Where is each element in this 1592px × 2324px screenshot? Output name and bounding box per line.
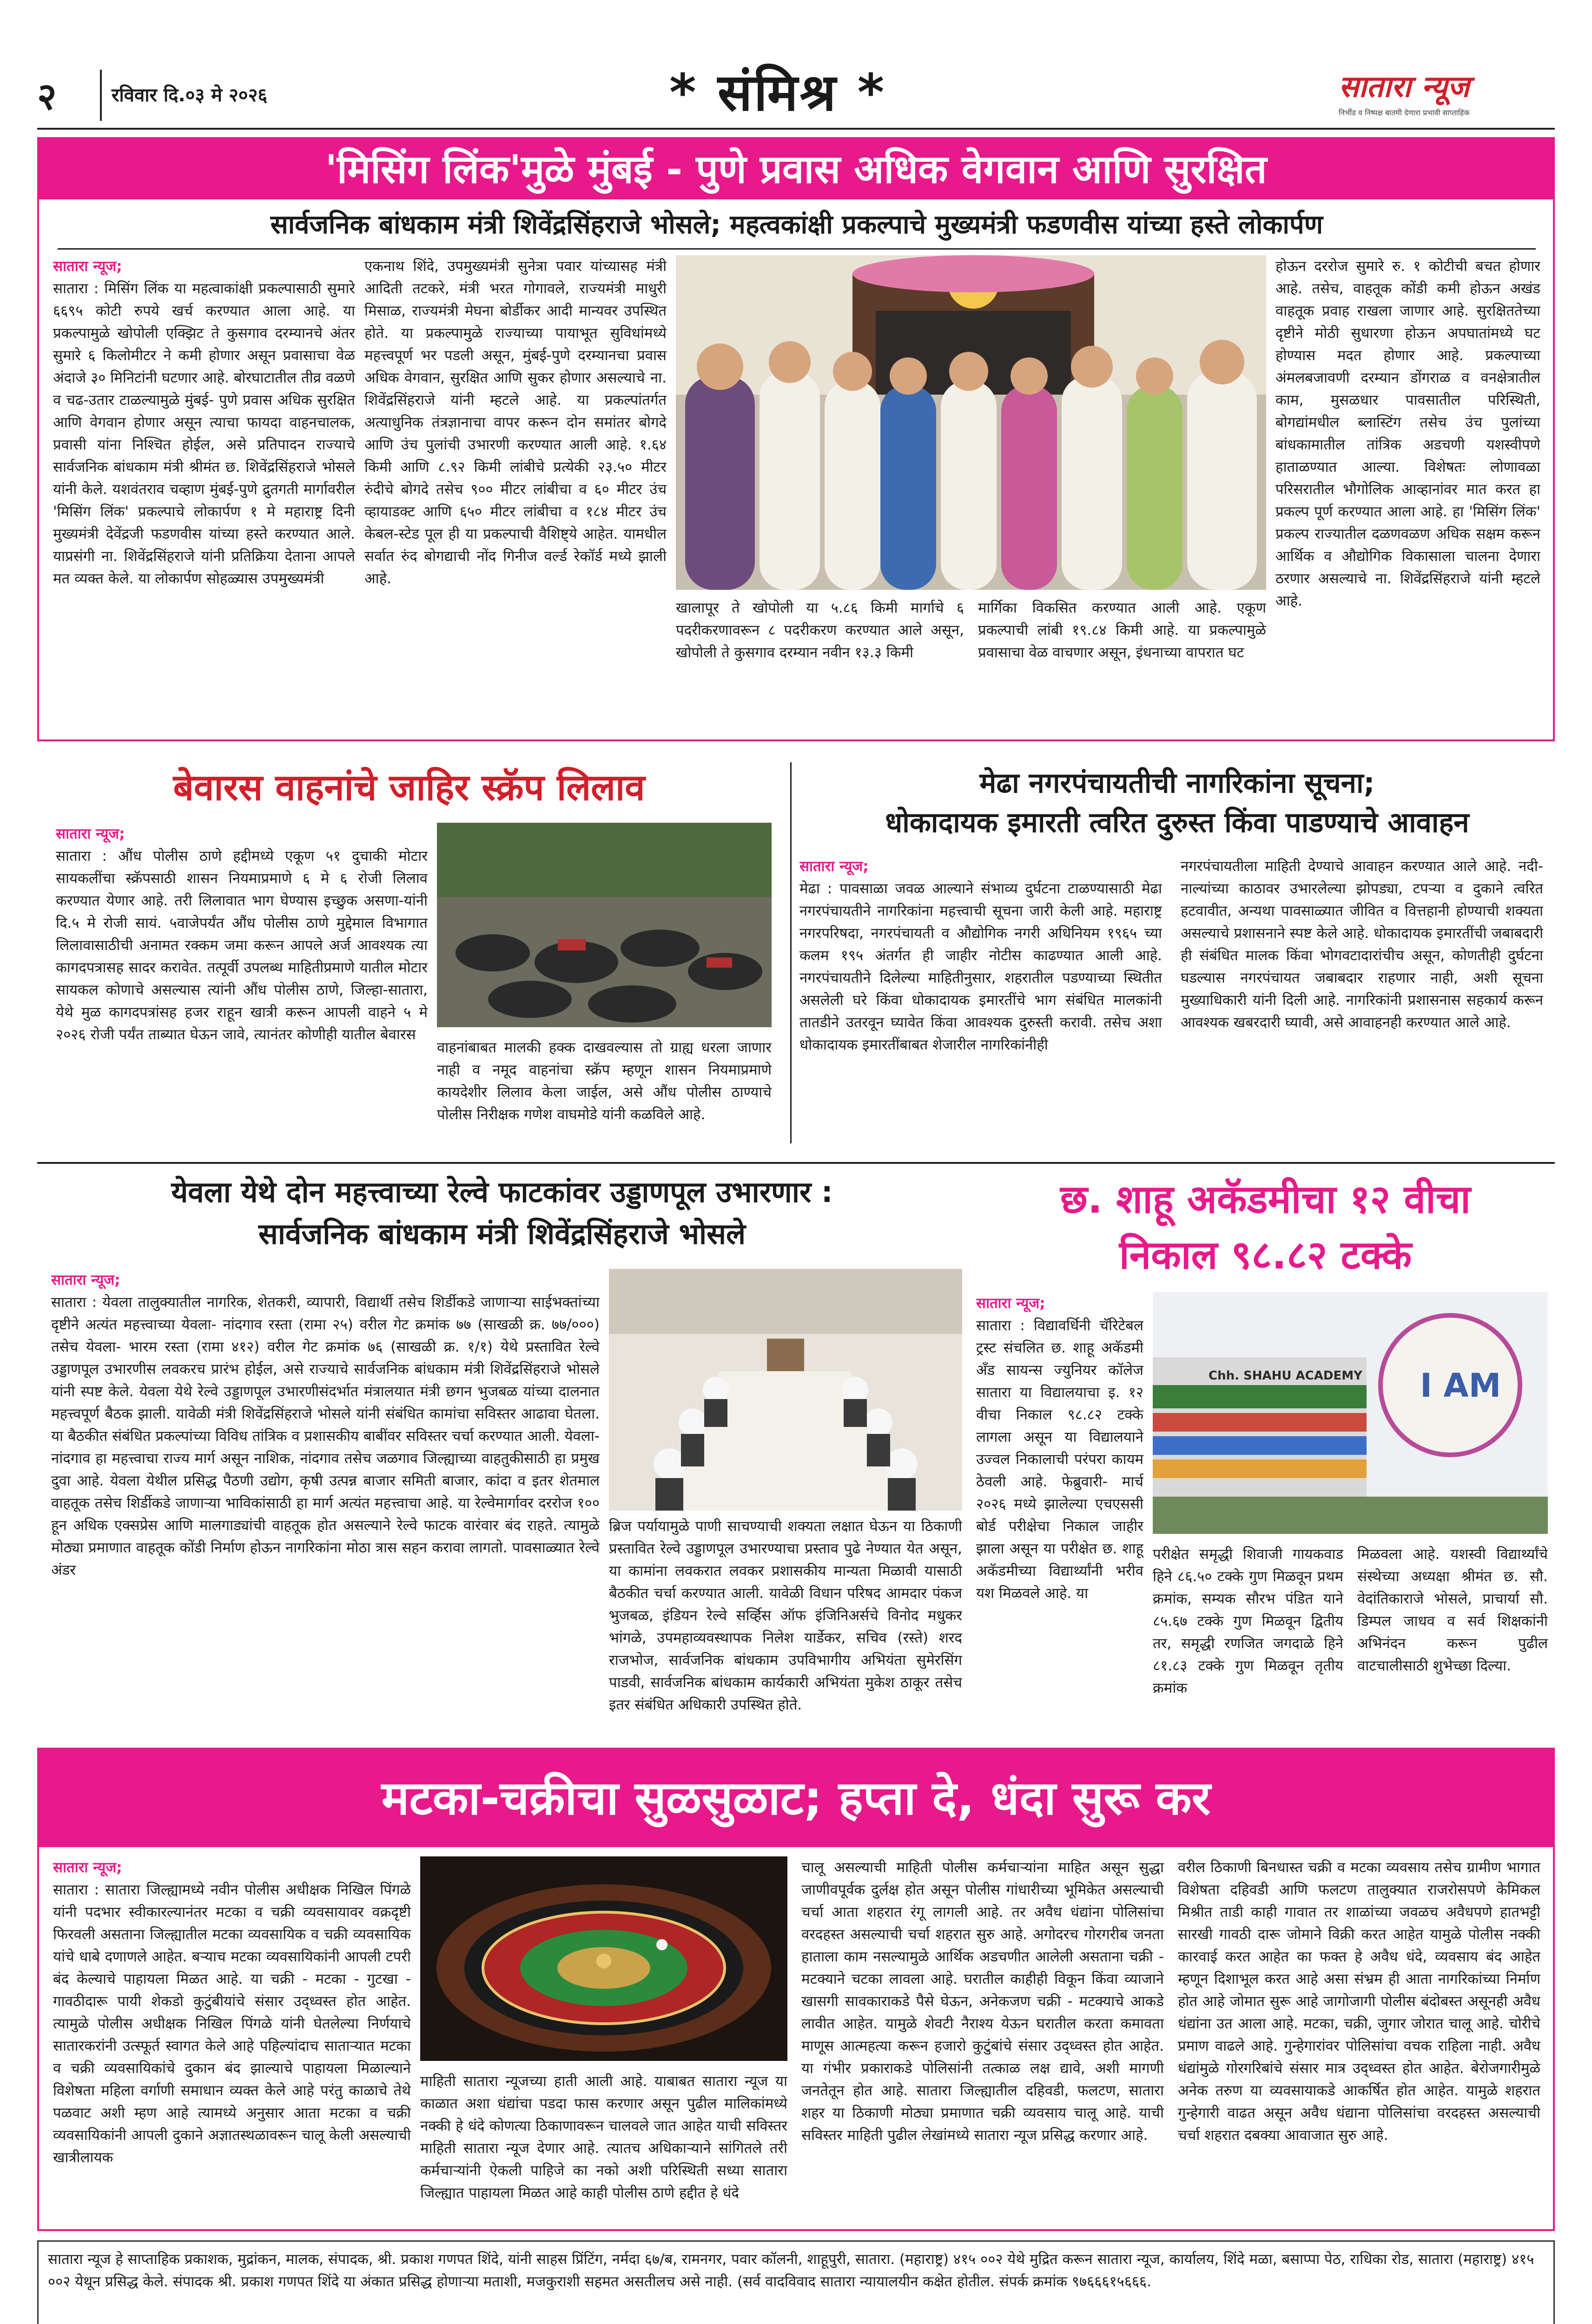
column-text: एकनाथ शिंदे, उपमुख्यमंत्री सुनेत्रा पवार यांच्यासह मंत्री आदिती तटकरे, मंत्री भरत गोगावले, राज्यमंत्री माधुरी मिसाळ, राज्यमंत्री मेघना बोर्डीकर आदी मान्यवर उपस्थित होते. या प्रकल्पामुळे राज्याच्या पायाभूत सुविधांमध्ये महत्त्वपूर्ण भर पडली असून, मुंबई-पुणे दरम्यानचा प्रवास अधिक वेगवान, सुरक्षित आणि सुकर होणार असल्याचे ना. शिवेंद्रसिंहराजे यांनी म्हटले आहे. या प्रकल्पांतर्गत अत्याधुनिक तंत्रज्ञानाचा वापर करून दोन समांतर बोगदे आणि उंच पुलांची उभारणी करण्यात आली आहे. १.६४ किमी आणि ८.९२ किमी लांबीचे प्रत्येकी २३.५० मीटर रुंदीचे बोगदे तसेच ९०० मीटर लांबीचा व ६० मीटर उंच व्हायाडक्ट आणि ६५० मीटर लांबीचा व १८४ मीटर उंच केबल-स्टेड पूल ही या प्रकल्पाची वैशिष्ट्ये आहेत. यामधील सर्वात रुंद बोगद्याची नोंद गिनीज वर्ल्ड रेकॉर्ड मध्ये झाली आहे. [364,258,667,587]
caption-text: मार्गिका विकसित करण्यात आली आहे. एकूण प्रकल्पाची लांबी १९.८४ किमी आहे. या प्रकल्पामुळे प्रवासाचा वेळ वाचणार असून, इंधनाच्या वापरात घट [978,600,1266,661]
column-text: परीक्षेत समृद्धी शिवाजी गायकवाड हिने ८६.५० टक्के गुण मिळवून प्रथम क्रमांक, सम्यक सौरभ पंडित याने ८५.६७ टक्के गुण मिळवून द्वितीय तर, समृद्धी रणजित जगदाळे हिने ८१.८३ टक्के गुण मिळवून तृतीय क्रमांक [1153,1546,1343,1697]
headline-line-1: मेढा नगरपंचायतीची नागरिकांना सूचना; [979,767,1375,799]
column-text: मिळवला आहे. यशस्वी विद्यार्थ्यांचे संस्थेच्या अध्यक्षा श्रीमंत छ. सौ. वेदांतिकाराजे भोसले, प्राचार्या सौ. डिम्पल जाधव व सर्व शिक्षकांनी अभिनंदन करून पुढील वाटचालीसाठी शुभेच्छा दिल्या. [1357,1546,1548,1674]
newspaper-logo [1339,65,1543,125]
subhead-rule [58,248,1536,250]
story-scrap-auction [37,762,781,1157]
imprint-box [37,2240,1555,2324]
roulette-illustration [420,1856,787,2061]
headline-line-2: निकाल ९८.८२ टक्के [1119,1232,1412,1278]
column-divider [790,762,792,1143]
story-column [56,823,428,1148]
scrap-vehicles-photo [437,823,772,1027]
story-column [437,1037,772,1153]
story-column [976,1292,1143,1734]
header-rule [37,128,1555,130]
column-text: मेढा : पावसाळा जवळ आल्याने संभाव्य दुर्घटना टाळण्यासाठी मेढा नगरपंचायतीने नागरिकांना महत्त्वाची सूचना जारी केली आहे. महाराष्ट्र नगरपरिषदा, नगरपंचायती व औद्योगिक नगरी अधिनियम १९६५ च्या कलम १९५ अंतर्गत ही जाहीर नोटीस काढण्यात आली आहे. नगरपंचायतीने दिलेल्या माहितीनुसार, शहरातील पडण्याच्या स्थितीत असलेली घरे किंवा धोकादायक इमारतींचे भाग संबंधित मालकांनी तातडीने उतरवून घ्यावेत किंवा आवश्यक दुरुस्ती करावी. तसेच अशा धोकादायक इमारतींबाबत शेजारील नागरिकांनीही [799,880,1162,1053]
column-text: वाहनांबाबत मालकी हक्क दाखवल्यास तो ग्राह्य धरला जाणार नाही व नमूद वाहनांचा स्क्रॅप म्हणून शासन नियमाप्रमाणे कायदेशीर लिलाव केला जाईल, असे औंध पोलीस ठाण्याचे पोलीस निरीक्षक गणेश वाघमोडे यांनी कळविले आहे. [437,1039,772,1123]
column-text: चालू असल्याची माहिती पोलीस कर्मचाऱ्यांना माहित असून सुद्धा जाणीवपूर्वक दुर्लक्ष होत असून पोलीस गांधारीच्या भूमिकेत असल्याची चर्चा आता शहरात रंगू लागली आहे. तर अवैध धंद्यांना पोलिसांचा वरदहस्त असल्याची चर्चा शहरात सुरु आहे. अगोदरच गोरगरीब जनता हाताला काम नसल्यामुळे आर्थिक अडचणीत आलेली असताना चक्री - मटक्याने चटका लावला आहे. घरातील काहीही विकून किंवा व्याजाने खासगी सावकाराकडे पैसे घेऊन, अनेकजण चक्री - मटक्याचे आकडे लावीत आहेत. यामुळे शेवटी नैराश्य येऊन घरातील करता कमावता माणूस आत्महत्या करून हजारो कुटुंबांचे संसार उद्ध्वस्त होत आहेत. या गंभीर प्रकाराकडे पोलिसांनी तत्काळ लक्ष द्यावे, अशी मागणी जनतेतून होत आहे. सातारा जिल्ह्यातील दहिवडी, फलटण, सातारा शहर या ठिकाणी मोठ्या प्रमाणात चक्री व्यवसाय चालू आहे. याची सविस्तर माहिती पुढील लेखांमध्ये सातारा न्यूज प्रसिद्ध करणार आहे. [801,1859,1164,2144]
story-column [53,255,355,734]
story-column [364,255,667,734]
story-column [799,855,1162,1153]
story-headline: बेवारस वाहनांचे जाहिर स्क्रॅप लिलाव [173,767,645,809]
byline: सातारा न्यूज; [56,825,125,842]
section-masthead: * संमिश्र * [669,63,886,122]
story-column [51,1269,600,1734]
byline: सातारा न्यूज; [799,858,869,875]
meeting-illustration [609,1269,962,1511]
story-column [53,1856,411,2224]
column-text: नगरपंचायतीला माहिती देण्याचे आवाहन करण्यात आले आहे. नदी-नाल्यांच्या काठावर उभारलेल्या झोपड्या, टपऱ्या व दुकाने त्वरित हटवावीत, अन्यथा पावसाळ्यात जीवित व वित्तहानी होण्याची शक्यता असल्याचे प्रशासनाने स्पष्ट केले आहे. धोकादायक इमारतींची जबाबदारी ही संबंधित मालक किंवा भोगवटादारांचीच असून, कोणतीही दुर्घटना घडल्यास नगरपंचायत जबाबदार राहणार नाही, अशी सूचना मुख्याधिकारी यांनी दिली आहे. नागरिकांनी प्रशासनास सहकार्य करून आवश्यक खबरदारी घ्यावी, असे आवाहनही करण्यात आले आहे. [1181,858,1543,1031]
header-divider [100,70,102,121]
section-rule [37,1162,1555,1164]
byline: सातारा न्यूज; [53,1859,122,1876]
story-shahu-academy [976,1171,1555,1738]
inauguration-photo [676,255,1266,590]
photo-caption [978,597,1266,736]
column-text: सातारा : येवला तालुक्यातील नागरिक, शेतकरी, व्यापारी, विद्यार्थी तसेच शिर्डीकडे जाणाऱ्या साईभक्तांच्या दृष्टीने अत्यंत महत्त्वाच्या येवला- नांदगाव रस्ता (रामा २५) वरील गेट क्रमांक ७७ (साखळी क्र. ७७/०००) तसेच येवला- भारम रस्ता (रामा ४१२) वरील गेट क्रमांक ७६ (साखळी क्र. १/१) येथे प्रस्तावित रेल्वे उड्डाणपूल उभारणीस लवकरच प्रारंभ होईल, असे राज्याचे सार्वजनिक बांधकाम मंत्री शिवेंद्रसिंहराजे भोसले यांनी स्पष्ट केले. येवला येथे रेल्वे उड्डाणपूल उभारणीसंदर्भात मंत्रालयात मंत्री छगन भुजबळ यांच्या दालनात महत्त्वपूर्ण बैठक झाली. यावेळी मंत्री शिवेंद्रसिंहराजे भोसले यांनी संबंधित कामांचा सविस्तर आढावा घेतला. या बैठकीत संबंधित प्रकल्पांच्या विविध तांत्रिक व प्रशासकीय बाबींवर सविस्तर चर्चा करण्यात आली. येवला-नांदगाव हा महत्त्वाचा राज्य मार्ग असून नाशिक, नांदगाव तसेच जळगाव जिल्ह्याच्या वाहतुकीसाठी हा प्रमुख दुवा आहे. येवला येथील प्रसिद्ध पैठणी उद्योग, कृषी उत्पन्न बाजार समिती बाजार, कांदा व इतर शेतमाल वाहतूक तसेच शिर्डीकडे जाणाऱ्या भाविकांसाठी हा मार्ग अत्यंत महत्त्वाचा आहे. या रेल्वेमार्गावर दररोज १०० हून अधिक एक्सप्रेस आणि मालगाड्यांची वाहतूक होत असल्याने रेल्वे फाटक वारंवार बंद राहते. त्यामुळे मोठ्या प्रमाणात वाहतूक कोंडी निर्माण होऊन नागरिकांना मोठा त्रास सहन करावा लागतो. पावसाळ्यात रेल्वे अंडर [51,1294,600,1578]
column-text: वरील ठिकाणी बिनधास्त चक्री व मटका व्यवसाय तसेच ग्रामीण भागात विशेषता दहिवडी आणि फलटण तालुक्यात राजरोसपणे केमिकल मिश्रीत ताडी काही गावात तर शाळांच्या जवळच अवैधपणे हातभट्टी सारखी गावठी दारू जोमाने विक्री करत आहेत यामुळे पोलीस नक्की कारवाई करत आहेत का फक्त हे अवैध धंदे, व्यवसाय बंद आहेत म्हणून दिशाभूल करत आहे असा संभ्रम ही आता नागरिकांच्या निर्माण होत आहे जोमात सुरू आहे जागोजागी पोलीस बंदोबस्त असूनही अवैध धंद्यांना उत आला आहे. मटका, चक्री, जुगार जोरात चालू आहे. चोरीचे प्रमाण वाढले आहे. गुन्हेगारांवर पोलिसांचा वचक राहिला नाही. अवैध धंद्यांमुळे गोरगरिबांचे संसार मात्र उद्ध्वस्त होत आहेत. बेरोजगारीमुळे अनेक तरुण या व्यवसायाकडे आकर्षित होत आहेत. यामुळे शहरात गुन्हेगारी वाढत असून अवैध धंद्याना पोलिसांचा वरदहस्त असल्याची चर्चा शहरात दबक्या आवाजात सुरु आहे. [1178,1859,1540,2144]
story-banner: 'मिसिंग लिंक'मुळे मुंबई - पुणे प्रवास अधिक वेगवान आणि सुरक्षित [39,139,1553,199]
roulette-photo [420,1856,787,2061]
story-column [609,1515,962,1734]
story-column [801,1856,1164,2224]
logo-tagline: निर्भीड व निष्पक्ष बातमी देणारा प्रभावी साप्ताहिक [1339,108,1470,117]
headline-line-2: सार्वजनिक बांधकाम मंत्री शिवेंद्रसिंहराजे भोसले [258,1217,746,1251]
byline: सातारा न्यूज; [53,258,122,275]
academy-logo-letters: I AM [1420,1367,1501,1405]
story-matka-chakri [37,1748,1555,2231]
headline-line-2: धोकादायक इमारती त्वरित दुरुस्त किंवा पाडण्याचे आवाहन [885,806,1469,839]
story-column [1153,1543,1343,1734]
dateline: रविवार दि.०३ मे २०२६ [112,85,268,106]
column-text: माहिती सातारा न्यूजच्या हाती आली आहे. याबाबत सातारा न्यूज या काळात अशा धंद्यांचा पडदा फास करणार असून पुढील मालिकांमध्ये नक्की हे धंदे कोणत्या ठिकाणावरून चालवले जात आहेत याची सविस्तर माहिती सातारा न्यूज देणार आहे. त्यातच अधिकाऱ्याने सांगितले तरी कर्मचाऱ्यांनी ऐकली पाहिजे का नको अशी परिस्थिती सध्या सातारा जिल्ह्यात पाहायला मिळत आहे काही पोलीस ठाणे हद्दीत हे धंदे [420,2073,787,2201]
story-yeola-flyover [37,1171,967,1738]
meeting-photo [609,1269,962,1511]
story-column [1181,855,1543,1153]
story-column [1275,255,1540,734]
logo-text: सातारा न्यूज [1339,69,1470,104]
page-number: २ [37,75,57,118]
headline-line-1: छ. शाहू अकॅडमीचा १२ वीचा [1060,1176,1471,1222]
column-text: होऊन दररोज सुमारे रु. १ कोटीची बचत होणार आहे. तसेच, वाहतूक कोंडी कमी होऊन अखंड वाहतूक प्रवाह राखला जाणार आहे. सुरक्षिततेच्या दृष्टीने मोठी सुधारणा होऊन अपघातांमध्ये घट होण्यास मदत होणार आहे. प्रकल्पाच्या अंमलबजावणी दरम्यान डोंगराळ व वनक्षेत्रातील काम, मुसळधार पावसातील परिस्थिती, बोगद्यांमधील ब्लास्टिंग तसेच उंच पुलांच्या बांधकामातील तांत्रिक अडचणी यशस्वीपणे हाताळण्यात आल्या. विशेषतः लोणावळा परिसरातील भौगोलिक आव्हानांवर मात करत हा प्रकल्प पूर्ण करण्यात आला आहे. हा 'मिसिंग लिंक' प्रकल्प राज्यातील दळणवळण अधिक सक्षम करून आर्थिक व औद्योगिक विकासाला चालना देणारा ठरणार असल्याचे ना. शिवेंद्रसिंहराजे यांनी म्हटले आहे. [1275,258,1540,609]
column-text: सातारा : सातारा जिल्ह्यामध्ये नवीन पोलीस अधीक्षक निखिल पिंगळे यांनी पदभार स्वीकारल्यानंतर मटका व चक्री व्यवसायावर वक्रदृष्टी फिरवली असताना जिल्ह्यातील मटका व्यवसायिक व चक्री व्यवसायिक यांचे धाबे दणाणले आहेत. बऱ्याच मटका व्यवसायिकांनी आपली टपरी बंद केल्याचे पाहायला मिळत आहे. या चक्री - मटका - गुटखा - गावठीदारू पायी शेकडो कुटुंबीयांचे संसार उद्ध्वस्त होत आहेत. त्यामुळे पोलीस अधीक्षक निखिल पिंगळे यांनी घेतलेल्या निर्णयाचे सातारकरांनी उत्स्फूर्त स्वागत केले आहे पहिल्यांदाच सातार्‍यात मटका व चक्री व्यवसायिकांचे दुकान बंद झाल्याचे पाहायला मिळाल्याने विशेषता महिला वर्गाणी समाधान व्यक्त केले आहे परंतु काळाचे तेथे पळवाट अशी म्हण आहे त्यामध्ये अनुसार आता मटका व चक्री व्यवसायिकांनी आपली दुकाने अज्ञातस्थळावरून चालू केली असल्याची खात्रीलायक [53,1882,411,2166]
byline: सातारा न्यूज; [976,1295,1045,1312]
column-text: सातारा : विद्यावर्धिनी चॅरिटेबल ट्रस्ट संचलित छ. शाहू अकॅडमी अँड सायन्स ज्युनियर कॉलेज सातारा या विद्यालयाचा इ. १२ वीचा निकाल ९८.८२ टक्के लागला असून या विद्यालयाने उज्वल निकालाची परंपरा कायम ठेवली आहे. फेब्रुवारी- मार्च २०२६ मध्ये झालेल्या एचएससी बोर्ड परीक्षेचा निकाल जाहीर झाला असून या परीक्षेत छ. शाहू अकॅडमीच्या विद्यार्थ्यांनी भरीव यश मिळवले आहे. या [976,1317,1143,1602]
caption-text: खालापूर ते खोपोली या ५.८६ किमी मार्गाचे ६ पदरीकरणावरून ८ पदरीकरण करण्यात आले असून, खोपोली ते कुसगाव दरम्यान नवीन १३.३ किमी [676,600,964,661]
column-text: सातारा : औंध पोलीस ठाणे हद्दीमध्ये एकूण ५१ दुचाकी मोटार सायकलींचा स्क्रॅपसाठी शासन नियमाप्रमाणे ६ मे ६ रोजी लिलाव करण्यात येणार आहे. तरी लिलावात भाग घेण्यास इच्छुक असणा-यांनी दि.५ मे रोजी सायं. ५वाजेपर्यंत औंध पोलीस ठाणे मुद्देमाल विभागात लिलावासाठीची अनामत रक्कम जमा करून आपले अर्ज आवश्यक त्या कागदपत्रासह सादर करावेत. तत्पूर्वी उपलब्ध माहितीप्रमाणे यातील मोटार सायकल कोणाचे असल्यास त्यांनी औंध पोलीस ठाणे, जिल्हा-सातारा, येथे मुळ कागदपत्रांसह हजर राहून खात्री करून आपली वाहने ५ मे २०२६ रोजी पर्यंत ताब्यात घेऊन जावे, त्यानंतर कोणीही यातील बेवारस [56,848,428,1043]
academy-photo [1153,1292,1548,1534]
academy-illustration [1153,1292,1548,1534]
story-column [1178,1856,1540,2224]
story-missing-link [37,137,1555,741]
story-medha-notice [799,762,1555,1157]
school-sign: Chh. SHAHU ACADEMY [1209,1369,1362,1383]
photo-caption [676,597,964,736]
column-text: सातारा : मिसिंग लिंक या महत्वाकांक्षी प्रकल्पासाठी सुमारे ६६९५ कोटी रुपये खर्च करण्यात आला आहे. या प्रकल्पामुळे खोपोली एक्झिट ते कुसगाव दरम्यानचे अंतर सुमारे ६ किलोमीटर ने कमी होणार असून प्रवासाचा वेळ अंदाजे ३० मिनिटांनी घटणार आहे. बोरघाटातील तीव्र वळणे व चढ-उतार टाळल्यामुळे मुंबई- पुणे प्रवास अधिक सुरक्षित आणि वेगवान होणार असून त्याचा फायदा वाहनचालक, प्रवासी यांना निश्चित होईल, असे प्रतिपादन राज्याचे सार्वजनिक बांधकाम मंत्री श्रीमंत छ. शिवेंद्रसिंहराजे भोसले यांनी केले. यशवंतराव चव्हाण मुंबई-पुणे द्रुतगती मार्गावरील 'मिसिंग लिंक' प्रकल्पाचे लोकार्पण १ मे महाराष्ट्र दिनी मुख्यमंत्री देवेंद्रजी फडणवीस यांच्या हस्ते करण्यात आले. याप्रसंगी ना. शिवेंद्रसिंहराजे यांनी प्रतिक्रिया देताना आपले मत व्यक्त केले. या लोकार्पण सोहळ्यास उपमुख्यमंत्री [53,280,355,587]
byline: सातारा न्यूज; [51,1272,120,1288]
scrap-vehicles-illustration [437,823,772,1027]
headline-line-1: येवला येथे दोन महत्त्वाच्या रेल्वे फाटकांवर उड्डाणपूल उभारणार : [171,1175,833,1209]
column-text: ब्रिज पर्यायामुळे पाणी साचण्याची शक्यता लक्षात घेऊन या ठिकाणी प्रस्तावित रेल्वे उड्डाणपूल उभारण्याचा प्रस्ताव पुढे नेण्यात येत असून, या कामांना लवकरात लवकर प्रशासकीय मान्यता मिळावी यासाठी बैठकीत चर्चा करण्यात आली. यावेळी विधान परिषद आमदार पंकज भुजबळ, इंडियन रेल्वे सर्व्हिस ऑफ इंजिनिअर्सचे विनोद मधुकर भांगळे, उपमहाव्यवस्थापक निलेश यार्डेकर, सचिव (रस्ते) शरद राजभोज, सार्वजनिक बांधकाम उपविभागीय अभियंता सुमेरसिंग पाडवी, सार्वजनिक बांधकाम कार्यकारी अभियंता मुकेश ठाकूर तसेच इतर संबंधित अधिकारी उपस्थित होते. [609,1518,962,1713]
inauguration-illustration [676,255,1266,590]
story-banner: मटका-चक्रीचा सुळसुळाट; हप्ता दे, धंदा सुरू कर [39,1750,1553,1847]
story-column [420,2070,787,2224]
story-subheadline: सार्वजनिक बांधकाम मंत्री शिवेंद्रसिंहराजे भोसले; महत्वकांक्षी प्रकल्पाचे मुख्यमंत्री फडणवीस यांच्या हस्ते लोकार्पण [270,210,1323,240]
imprint-marathi: सातारा न्यूज हे साप्ताहिक प्रकाशक, मुद्रांकन, मालक, संपादक, श्री. प्रकाश गणपत शिंदे, यांनी साहस प्रिंटिंग, नर्मदा ६७/ब, रामनगर, पवार कॉलनी, शाहूपुरी, सातारा. (महाराष्ट्र) ४१५ ००२ येथे मुद्रित करून सातारा न्यूज, कार्यालय, शिंदे मळा, बसाप्पा पेठ, राधिका रोड, सातारा (महाराष्ट्र) ४१५ ००२ येथून प्रसिद्ध केले. संपादक श्री. प्रकाश गणपत शिंदे या अंकात प्रसिद्ध होणाऱ्या मताशी, मजकुराशी सहमत असतीलच असे नाही. (सर्व वादविवाद सातारा न्यायालयीन कक्षेत होतील. संपर्क क्रमांक ९७६६६१५६६६. [48,2251,1534,2290]
story-column [1357,1543,1548,1734]
